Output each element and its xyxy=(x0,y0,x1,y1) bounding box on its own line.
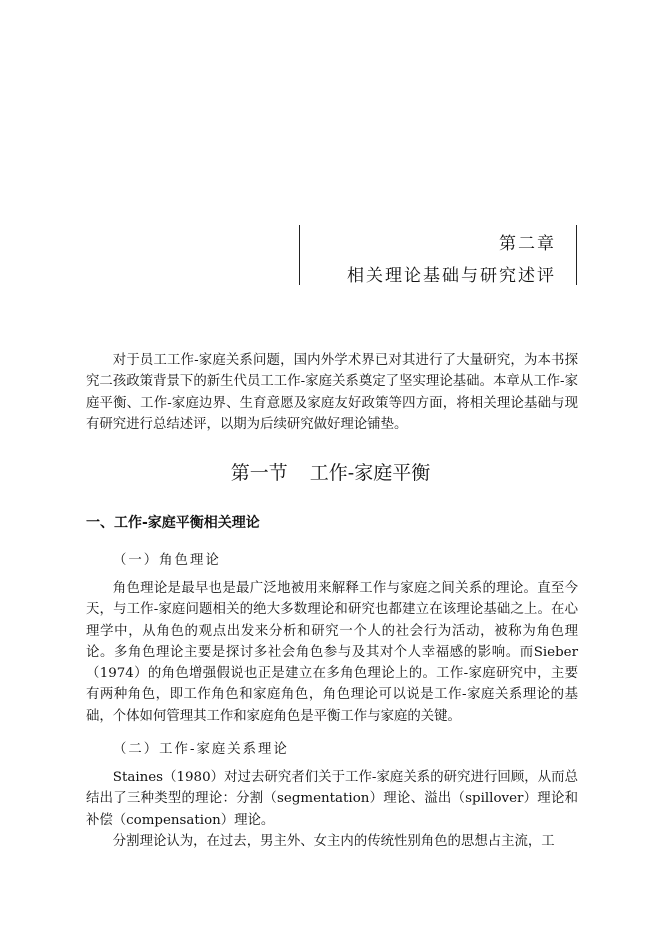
section-heading xyxy=(0,458,661,485)
section-label: 第一节 xyxy=(230,462,288,484)
chapter-title: 相关理论基础与研究述评 xyxy=(347,266,556,286)
chapter-intro-paragraph: 对于员工工作-家庭关系问题，国内外学术界已对其进行了大量研究，为本书探究二孩政策背景下的新生代员工工作-家庭关系奠定了坚实理论基础。本章从工作-家庭平衡、工作-家庭边界、生育意愿及家庭友好政策等四方面，将相关理论基础与现有研究进行总结述评，以期为后续研究做好理论铺垫。 xyxy=(86,353,578,432)
work-family-theory-heading: （二）工作-家庭关系理论 xyxy=(113,742,289,757)
chapter-header-box xyxy=(299,225,577,285)
role-theory-paragraph: 角色理论是最早也是最广泛地被用来解释工作与家庭之间关系的理论。直至今天，与工作-家庭问题相关的绝大多数理论和研究也都建立在该理论基础之上。在心理学中，从角色的观点出发来分析和研究一个人的社会行为活动，被称为角色理论。多角色理论主要是探讨多社会角色参与及其对个人幸福感的影响。而Sieber（1974）的角色增强假说也正是建立在多角色理论上的。工作-家庭研究中，主要有两种角色，即工作角色和家庭角色，角色理论可以说是工作-家庭关系理论的基础，个体如何管理其工作和家庭角色是平衡工作与家庭的关键。 xyxy=(86,581,578,724)
subsection-heading: 一、工作-家庭平衡相关理论 xyxy=(86,515,260,531)
staines-paragraph: Staines（1980）对过去研究者们关于工作-家庭关系的研究进行回顾，从而总结出了三种类型的理论：分割（segmentation）理论、溢出（spillover）理论和补偿（compensation）理论。 xyxy=(86,770,578,828)
chapter-number: 第二章 xyxy=(499,234,556,254)
section-title: 工作-家庭平衡 xyxy=(309,462,431,484)
role-theory-heading: （一）角色理论 xyxy=(113,553,221,568)
segmentation-paragraph: 分割理论认为，在过去，男主外、女主内的传统性别角色的思想占主流，工 xyxy=(112,834,555,849)
